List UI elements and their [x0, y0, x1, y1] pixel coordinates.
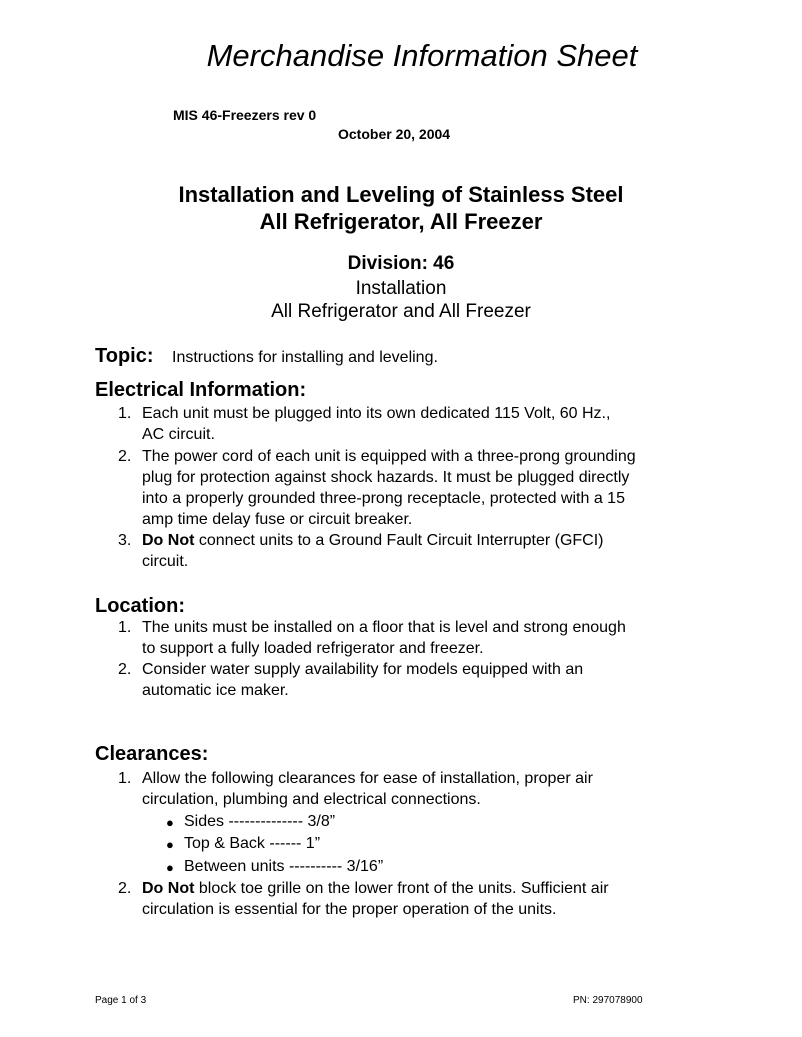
list-number: 2. [118, 661, 132, 678]
bullet-icon: ● [166, 837, 174, 852]
list-number: 3. [118, 532, 132, 549]
list-number: 2. [118, 448, 132, 465]
list-line: Each unit must be plugged into its own dedicated 115 Volt, 60 Hz., [142, 405, 611, 422]
do-not-emphasis: Do Not [142, 880, 195, 897]
mis-id: MIS 46-Freezers rev 0 [173, 107, 317, 123]
clearances-heading: Clearances: [95, 743, 209, 765]
list-line: The power cord of each unit is equipped with a three-prong grounding [142, 448, 636, 465]
bullet-text: Between units ---------- 3/16” [184, 858, 384, 875]
list-number: 1. [118, 405, 132, 422]
main-title [0, 181, 802, 235]
list-line: circulation, plumbing and electrical connections. [142, 791, 481, 808]
bullet-icon: ● [166, 815, 174, 830]
document-title: Merchandise Information Sheet [206, 38, 638, 73]
bullet-text: Top & Back ------ 1” [184, 835, 321, 852]
list-line: Allow the following clearances for ease of installation, proper air [142, 770, 593, 787]
mis-date: October 20, 2004 [338, 126, 451, 142]
list-line: circulation is essential for the proper operation of the units. [142, 901, 557, 918]
list-line: circuit. [142, 553, 189, 570]
main-title-line-2: All Refrigerator, All Freezer [259, 209, 543, 234]
list-line: to support a fully loaded refrigerator and freezer. [142, 640, 484, 657]
list-line-rest: block toe grille on the lower front of the units. Sufficient air [194, 880, 609, 897]
division-sub-2: All Refrigerator and All Freezer [271, 301, 531, 322]
electrical-heading: Electrical Information: [95, 379, 307, 401]
list-number: 2. [118, 880, 132, 897]
list-number: 1. [118, 770, 132, 787]
list-line: The units must be installed on a floor that is level and strong enough [142, 619, 626, 636]
do-not-emphasis: Do Not [142, 532, 195, 549]
list-line: automatic ice maker. [142, 682, 289, 699]
list-line: AC circuit. [142, 426, 215, 443]
list-number: 1. [118, 619, 132, 636]
list-line: Consider water supply availability for models equipped with an [142, 661, 584, 678]
division-sub-1: Installation [355, 278, 447, 299]
list-line-rest: connect units to a Ground Fault Circuit Interrupter (GFCI) [194, 532, 604, 549]
bullet-text: Sides -------------- 3/8” [184, 813, 336, 830]
footer-page-number: Page 1 of 3 [95, 995, 147, 1006]
topic-label: Topic: [95, 345, 154, 367]
topic-text: Instructions for installing and leveling. [172, 349, 438, 366]
location-heading: Location: [95, 595, 185, 617]
list-line [142, 530, 603, 551]
list-line [142, 878, 609, 899]
list-line: into a properly grounded three-prong receptacle, protected with a 15 [142, 490, 625, 507]
bullet-icon: ● [166, 860, 174, 875]
main-title-line-1: Installation and Leveling of Stainless Steel [178, 182, 624, 207]
footer-part-number: PN: 297078900 [573, 995, 643, 1006]
list-line: plug for protection against shock hazards. It must be plugged directly [142, 469, 630, 486]
list-line: amp time delay fuse or circuit breaker. [142, 511, 413, 528]
division-label: Division: 46 [347, 253, 455, 274]
